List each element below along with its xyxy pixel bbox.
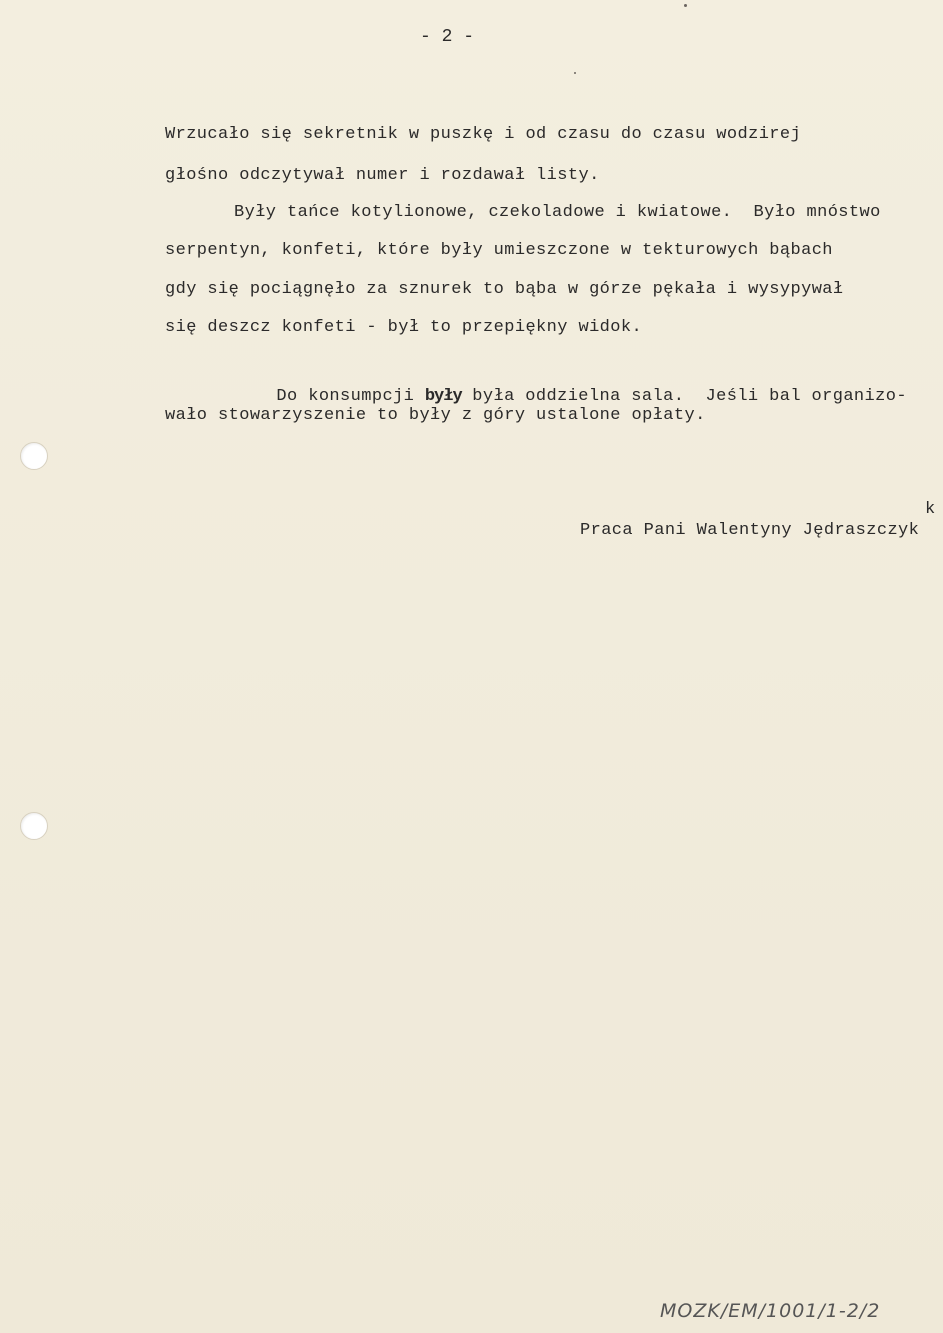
text-line: gdy się pociągnęło za sznurek to bąba w górze pękała i wysypywał bbox=[165, 280, 844, 299]
punch-hole-top bbox=[20, 442, 48, 470]
text-line: serpentyn, konfeti, które były umieszczone w tekturowych bąbach bbox=[165, 241, 833, 260]
punch-hole-bottom bbox=[20, 812, 48, 840]
page-number: - 2 - bbox=[420, 27, 475, 47]
paper-speck bbox=[574, 72, 576, 74]
archive-signature: MOZK/EM/1001/1-2/2 bbox=[660, 1300, 881, 1322]
struck-word: były bbox=[424, 387, 462, 406]
paper-speck bbox=[684, 4, 687, 7]
text-segment: była oddzielna sala. Jeśli bal organizo- bbox=[461, 387, 907, 406]
text-line: Wrzucało się sekretnik w puszkę i od czasu do czasu wodzirej bbox=[165, 125, 802, 144]
text-line: głośno odczytywał numer i rozdawał listy. bbox=[165, 166, 600, 185]
text-line: Były tańce kotylionowe, czekoladowe i kwiatowe. Było mnóstwo bbox=[234, 203, 881, 222]
text-line: wało stowarzyszenie to były z góry ustalone opłaty. bbox=[165, 406, 706, 425]
text-segment: Do konsumpcji bbox=[276, 387, 425, 406]
signature-overline: k bbox=[925, 500, 936, 519]
text-line: się deszcz konfeti - był to przepiękny widok. bbox=[165, 318, 643, 337]
signature-line: Praca Pani Walentyny Jędraszczyk bbox=[580, 521, 920, 540]
